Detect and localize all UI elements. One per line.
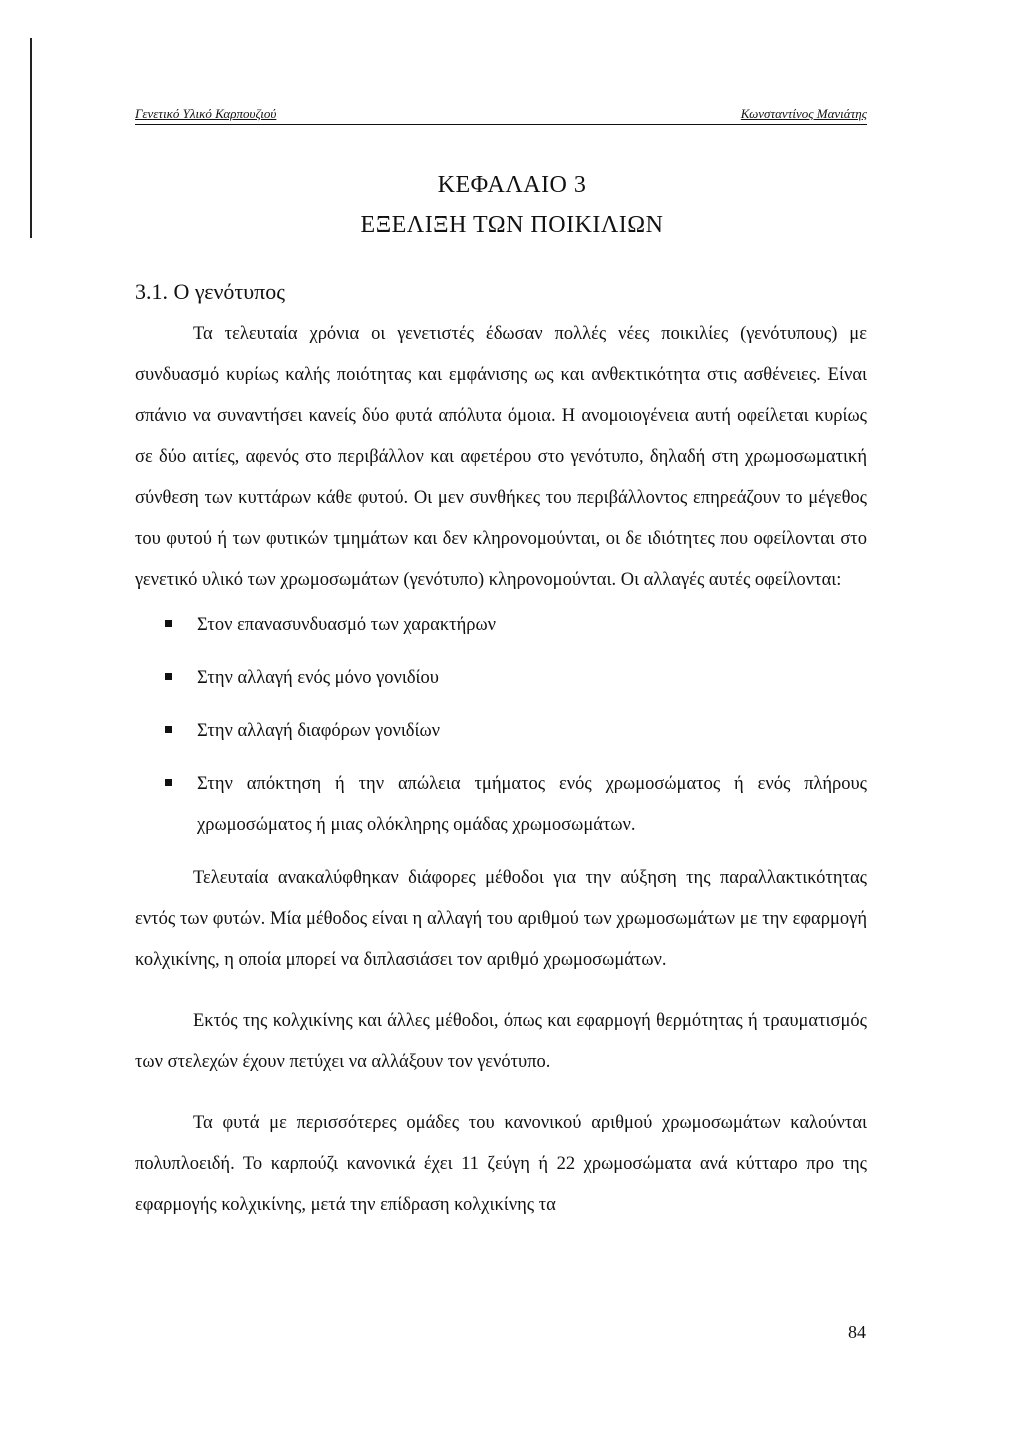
bullet-text: Στην αλλαγή ενός μόνο γονιδίου	[197, 668, 439, 688]
header-left-title: Γενετικό Υλικό Καρπουζιού	[135, 106, 277, 121]
chapter-title: ΕΞΕΛΙΞΗ ΤΩΝ ΠΟΙΚΙΛΙΩΝ	[360, 212, 664, 238]
bullet-text: Στον επανασυνδυασμό των χαρακτήρων	[197, 615, 497, 635]
square-bullet-icon	[165, 673, 172, 680]
square-bullet-icon	[165, 726, 172, 733]
bullet-item	[135, 711, 867, 752]
bullet-list	[135, 605, 867, 846]
bullet-item	[135, 605, 867, 646]
header-right-author: Κωνσταντίνος Μανιάτης	[740, 106, 867, 121]
section-heading: 3.1. Ο γενότυπος	[135, 279, 285, 304]
bullet-text: Στην αλλαγή διαφόρων γονιδίων	[197, 721, 441, 741]
chapter-number: ΚΕΦΑΛΑΙΟ 3	[437, 172, 587, 198]
body-text	[135, 314, 867, 1226]
paragraph-methods: Τελευταία ανακαλύφθηκαν διάφορες μέθοδοι για την αύξηση της παραλλακτικότητας εντός των φυτών. Μία μέθοδος είναι η αλλαγή του αριθμού των χρωμοσωμάτων με την εφαρμογή κολχικίνης, η οποία μπορεί να διπλασιάσει τον αριθμό χρωμοσωμάτων.	[135, 868, 867, 970]
bullet-item	[135, 658, 867, 699]
bullet-item	[135, 764, 867, 846]
scan-edge-line	[30, 38, 32, 238]
bullet-text: Στην απόκτηση ή την απώλεια τμήματος ενός χρωμοσώματος ή ενός πλήρους χρωμοσώματος ή μιας ολόκληρης ομάδας χρωμοσωμάτων.	[197, 774, 867, 835]
paragraph-intro: Τα τελευταία χρόνια οι γενετιστές έδωσαν πολλές νέες ποικιλίες (γενότυπους) με συνδυασμό κυρίως καλής ποιότητας και εμφάνισης ως και ανθεκτικότητα στις ασθένειες. Είναι σπάνιο να συναντήσει κανείς δύο φυτά απόλυτα όμοια. Η ανομοιογένεια αυτή οφείλεται κυρίως σε δύο αιτίες, αφενός στο περιβάλλον και αφετέρου στο γενότυπο, δηλαδή στη χρωμοσωματική σύνθεση των κυττάρων κάθε φυτού. Οι μεν συνθήκες του περιβάλλοντος επηρεάζουν το μέγεθος του φυτού ή των φυτικών τμημάτων και δεν κληρονομούνται, οι δε ιδιότητες που οφείλονται στο γενετικό υλικό των χρωμοσωμάτων (γενότυπο) κληρονομούνται. Οι αλλαγές αυτές οφείλονται:	[135, 324, 867, 590]
page-number: 84	[848, 1322, 866, 1342]
paragraph-polyploid: Τα φυτά με περισσότερες ομάδες του κανονικού αριθμού χρωμοσωμάτων καλούνται πολυπλοειδή. Το καρπούζι κανονικά έχει 11 ζεύγη ή 22 χρωμοσώματα ανά κύτταρο προ της εφαρμογής κολχικίνης, μετά την επίδραση κολχικίνης τα	[135, 1113, 867, 1215]
square-bullet-icon	[165, 779, 172, 786]
running-header	[135, 104, 867, 125]
square-bullet-icon	[165, 620, 172, 627]
paragraph-colchicine: Εκτός της κολχικίνης και άλλες μέθοδοι, όπως και εφαρμογή θερμότητας ή τραυματισμός των στελεχών έχουν πετύχει να αλλάξουν τον γενότυπο.	[135, 1011, 867, 1072]
